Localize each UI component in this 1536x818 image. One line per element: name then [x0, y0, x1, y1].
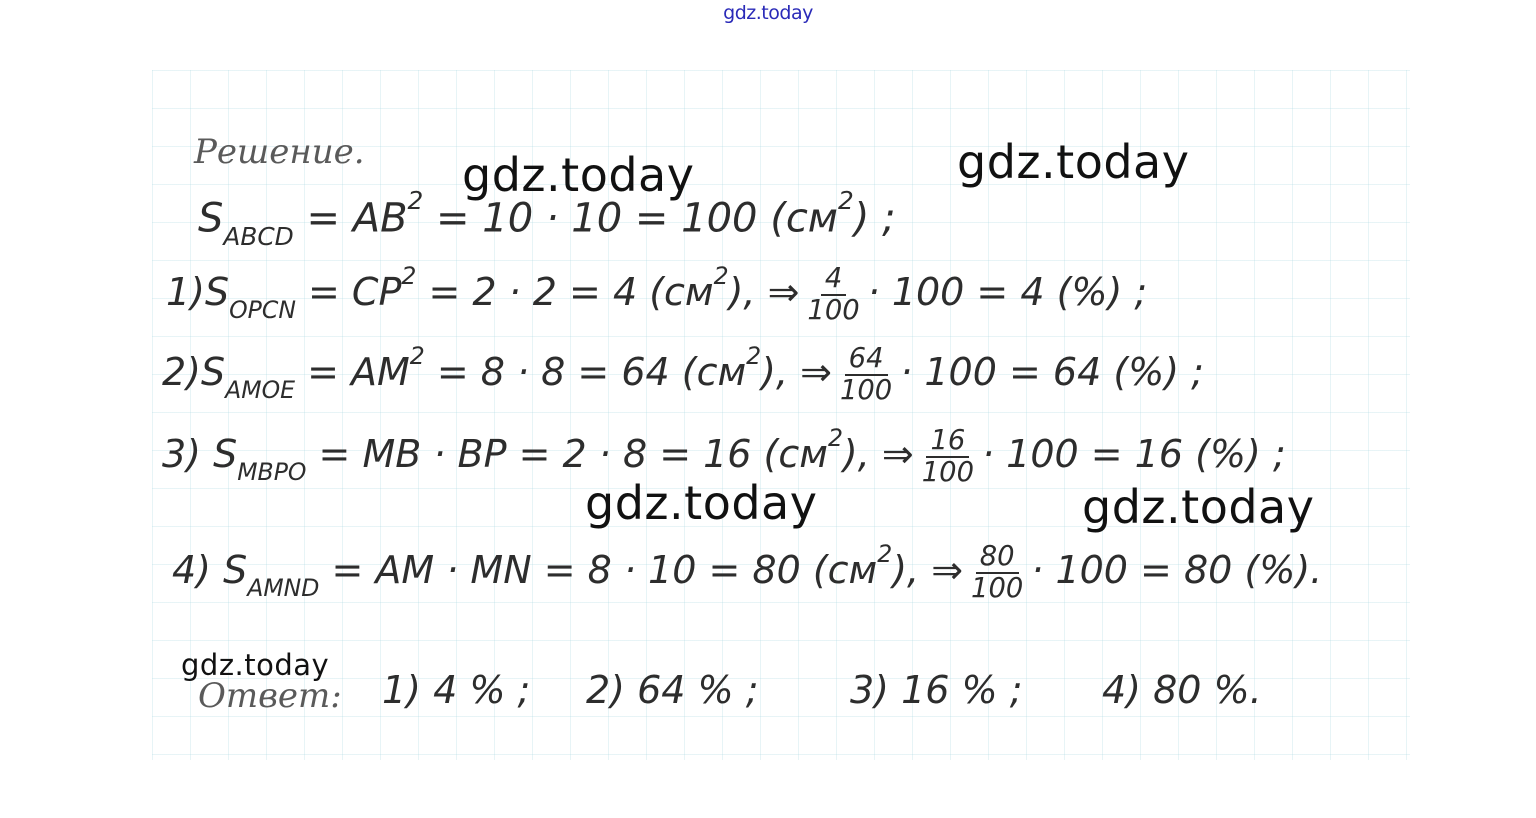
- site-link[interactable]: gdz.today: [723, 2, 813, 24]
- fraction: $\frac{16}{100}$: [921, 424, 974, 488]
- watermark: gdz.today: [957, 135, 1190, 189]
- answer-item-2: 2) 64 % ;: [586, 668, 759, 712]
- solution-heading: Решение.: [194, 132, 365, 172]
- answer-item-1: 1) 4 % ;: [382, 668, 531, 712]
- answer-label: Ответ:: [198, 676, 342, 716]
- fraction: $\frac{80}{100}$: [971, 540, 1024, 604]
- answer-item-3: 3) 16 % ;: [850, 668, 1023, 712]
- area-abcd-line: $S_{ABCD} = AB^2 = 10 \cdot 10 = 100$ $(см^2)$ ;: [198, 186, 896, 251]
- solution-line-2: $2)S_{AMOE} = AM^2 = 8 \cdot 8 = 64$ $(см^2)$, ⇒ $\frac{64}{100}$ · 100 = 64 (%) ;: [162, 342, 1204, 406]
- fraction: $\frac{4}{100}$: [807, 262, 860, 326]
- watermark: gdz.today: [1082, 480, 1315, 534]
- solution-line-3: 3) $S_{MBPO}$ = MB · BP = 2 · 8 = 16 $(см^2)$, ⇒ $\frac{16}{100}$ · 100 = 16 (%) ;: [162, 424, 1286, 488]
- solution-line-4: 4) $S_{AMND}$ = AM · MN = 8 · 10 = 80 $(см^2)$, ⇒ $\frac{80}{100}$ · 100 = 80 (%).: [172, 540, 1323, 604]
- answer-item-4: 4) 80 %.: [1102, 668, 1262, 712]
- solution-line-1: $1)S_{OPCN} = CP^2 = 2 \cdot 2 = 4$ $(см^2)$, ⇒ $\frac{4}{100}$ · 100 = 4 (%) ;: [166, 262, 1148, 326]
- notebook-sheet: [152, 70, 1410, 760]
- watermark: gdz.today: [585, 476, 818, 530]
- watermark: gdz.today: [462, 148, 695, 202]
- watermark: gdz.today: [181, 648, 330, 682]
- fraction: $\frac{64}{100}$: [839, 342, 893, 406]
